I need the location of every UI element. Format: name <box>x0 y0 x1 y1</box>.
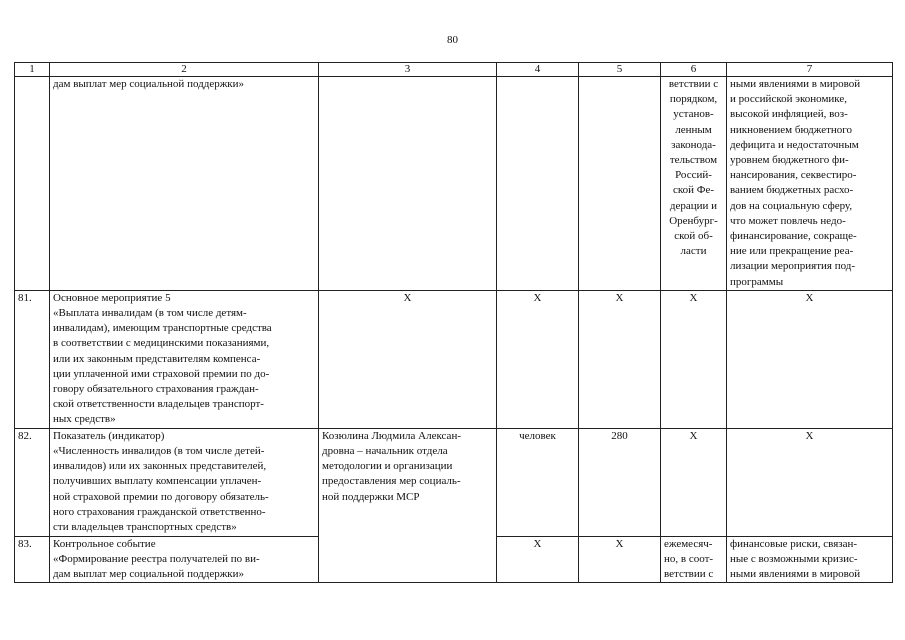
row-83-risks-line: ные с возможными кризис- <box>730 553 858 566</box>
row-81-description <box>50 290 319 428</box>
row-82-description-line: сти владельцев транспортных средств» <box>53 521 237 534</box>
row-82-description-line: ного страхования гражданской ответственно- <box>53 505 266 518</box>
row-cont-deadline-line: тельством <box>669 154 718 167</box>
row-83-number: 83. <box>15 536 50 583</box>
row-82-responsible-line: Козюлина Людмила Алексан- <box>322 429 461 442</box>
row-cont-risks-line: высокой инфляцией, воз- <box>730 108 848 121</box>
row-82-responsible-line: дровна – начальник отдела <box>322 445 448 458</box>
row-81-description-line: ской ответственности владельцев транспорт- <box>53 398 264 411</box>
row-82-deadline: Х <box>661 428 727 536</box>
row-81-responsible: Х <box>319 290 497 428</box>
row-cont-deadline-line: ской об- <box>674 230 713 243</box>
col-header-1: 1 <box>15 63 50 77</box>
row-82-number: 82. <box>15 428 50 536</box>
row-82-responsible <box>319 428 497 583</box>
row-83-risks-line: финансовые риски, связан- <box>730 537 858 550</box>
row-82-description-line: «Численность инвалидов (в том числе детей- <box>53 445 265 458</box>
row-81-description-line: Основное мероприятие 5 <box>53 291 171 304</box>
row-cont-risks-line: лизации мероприятия под- <box>730 260 856 273</box>
row-81-description-line: «Выплата инвалидам (в том числе детям- <box>53 307 247 320</box>
row-81-description-line: ных средств» <box>53 413 116 426</box>
row-cont-risks-line: ние или прекращение реа- <box>730 245 854 258</box>
page-number: 80 <box>447 34 458 46</box>
row-cont-deadline-line: дерации и <box>669 199 718 212</box>
row-cont-risks <box>727 77 893 291</box>
row-81-description-line: инвалидам), имеющим транспортные средства <box>53 322 272 335</box>
row-81-description-line: ции уплаченной ими страховой премии по до- <box>53 367 270 380</box>
row-82-risks: Х <box>727 428 893 536</box>
row-cont-value <box>579 77 661 291</box>
row-cont-deadline-line: Оренбург- <box>669 214 718 227</box>
col-header-4: 4 <box>497 63 579 77</box>
col-header-7: 7 <box>727 63 893 77</box>
row-82-value: 280 <box>579 428 661 536</box>
row-cont-risks-line: никновением бюджетного <box>730 123 853 136</box>
row-81-description-line: говору обязательного страхования граждан- <box>53 383 259 396</box>
row-82-description-line: Показатель (индикатор) <box>53 429 165 442</box>
row-83-deadline-line: но, в соот- <box>664 553 714 566</box>
row-cont-description-line: дам выплат мер социальной поддержки» <box>53 78 245 90</box>
row-cont-responsible <box>319 77 497 291</box>
row-cont-num <box>15 77 50 291</box>
row-83-value: Х <box>579 536 661 583</box>
row-81-number: 81. <box>15 290 50 428</box>
row-83-description-line: Контрольное событие <box>53 537 156 550</box>
header-row <box>15 63 893 77</box>
row-cont-unit <box>497 77 579 291</box>
table-row-82 <box>15 428 893 536</box>
row-81-deadline: Х <box>661 290 727 428</box>
col-header-6: 6 <box>661 63 727 77</box>
program-table <box>14 62 893 583</box>
row-cont-risks-line: дефицита и недостаточным <box>730 138 859 151</box>
row-81-risks: Х <box>727 290 893 428</box>
row-83-deadline-line: ежемесяч- <box>664 537 713 550</box>
col-header-2: 2 <box>50 63 319 77</box>
table-row-continuation <box>15 77 893 291</box>
row-82-description-line: получивших выплату компенсации уплачен- <box>53 475 262 488</box>
row-82-description-line: инвалидов) или их законных представителей, <box>53 460 267 473</box>
row-cont-risks-line: дов на социальную сферу, <box>730 199 853 212</box>
row-83-risks-line: ными явлениями в мировой <box>730 568 861 581</box>
row-cont-risks-line: и российской экономике, <box>730 93 847 106</box>
row-cont-deadline-line: ленным <box>675 123 712 136</box>
row-82-description <box>50 428 319 536</box>
row-cont-description <box>50 77 319 291</box>
row-cont-risks-line: нансирования, секвестиро- <box>730 169 857 182</box>
row-83-deadline-line: ветствии с <box>664 568 714 581</box>
row-83-description-line: дам выплат мер социальной поддержки» <box>53 568 245 581</box>
row-81-unit: Х <box>497 290 579 428</box>
table-row-81 <box>15 290 893 428</box>
row-cont-deadline <box>661 77 727 291</box>
row-81-description-line: или их законным представителям компенса- <box>53 352 261 365</box>
row-83-description-line: «Формирование реестра получателей по ви- <box>53 553 260 566</box>
row-cont-risks-line: ными явлениями в мировой <box>730 78 861 90</box>
row-83-deadline <box>661 536 727 583</box>
row-cont-risks-line: уровнем бюджетного фи- <box>730 154 849 167</box>
row-cont-deadline-line: установ- <box>673 108 714 121</box>
col-header-5: 5 <box>579 63 661 77</box>
row-cont-deadline-line: законода- <box>671 138 716 151</box>
row-82-unit: человек <box>497 428 579 536</box>
row-81-description-line: в соответствии с медицинскими показаниями, <box>53 337 270 350</box>
row-cont-deadline-line: Россий- <box>675 169 712 182</box>
row-cont-deadline-line: ласти <box>680 245 707 258</box>
row-82-responsible-line: методологии и организации <box>322 460 453 473</box>
row-82-responsible-line: предоставления мер социаль- <box>322 475 461 488</box>
row-81-value: Х <box>579 290 661 428</box>
row-cont-deadline-line: ветствии с <box>668 78 719 90</box>
row-cont-risks-line: программы <box>730 275 784 288</box>
row-83-description <box>50 536 319 583</box>
col-header-3: 3 <box>319 63 497 77</box>
row-cont-risks-line: финансирование, сокраще- <box>730 230 857 243</box>
row-82-description-line: ной страховой премии по договору обязатель- <box>53 490 269 503</box>
row-82-responsible-line: ной поддержки МСР <box>322 490 420 503</box>
row-83-unit: Х <box>497 536 579 583</box>
row-cont-deadline-line: порядком, <box>669 93 718 106</box>
row-cont-risks-line: ванием бюджетных расхо- <box>730 184 854 197</box>
row-cont-deadline-line: ской Фе- <box>672 184 715 197</box>
row-83-risks <box>727 536 893 583</box>
row-cont-risks-line: что может повлечь недо- <box>730 214 846 227</box>
